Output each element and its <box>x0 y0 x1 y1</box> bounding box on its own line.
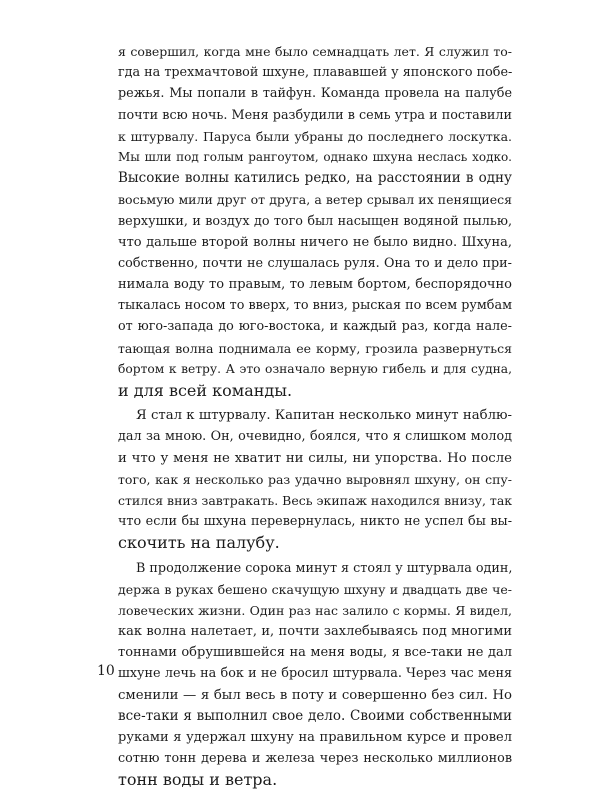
text-line: сменили — я был весь в поту и совершенно без сил. Но <box>118 687 512 703</box>
text-line: скочить на палубу. <box>118 533 280 553</box>
text-line: бортом к ветру. А это означало верную гибель и для судна, <box>118 361 512 376</box>
text-line: к штурвалу. Паруса были убраны до последнего лоскутка. <box>118 128 512 144</box>
text-line: что дальше второй волны ничего не было видно. Шхуна, <box>118 234 512 250</box>
page-number: 10 <box>97 663 115 679</box>
text-line: почти всю ночь. Меня разбудили в семь утра и поставили <box>118 107 512 123</box>
text-line: шхуне лечь на бок и не бросил штурвала. Через час меня <box>118 666 512 682</box>
text-line: что если бы шхуна перевернулась, никто не успел бы вы- <box>118 514 512 530</box>
text-line: держа в руках бешено скачущую шхуну и двадцать две че- <box>118 581 512 597</box>
text-line: от юго-запада до юго-востока, и каждый раз, когда нале- <box>118 319 512 335</box>
text-line: и что у меня не хватит ни силы, ни упорства. Но после <box>118 450 512 466</box>
text-line: все-таки я выполнил свое дело. Своими собственными <box>118 707 512 724</box>
text-line: тоннами обрушившейся на меня воды, я все-таки не дал <box>118 645 512 661</box>
text-line: Высокие волны катились редко, на расстоянии в одну <box>118 170 512 187</box>
text-line: тыкалась носом то вверх, то вниз, рыская по всем румбам <box>118 298 512 314</box>
text-line: сотню тонн дерева и железа через несколько миллионов <box>118 751 512 767</box>
text-line: я совершил, когда мне было семнадцать лет. Я служил то- <box>118 44 512 59</box>
text-line: верхушки, и воздух до того был насыщен водяной пылью, <box>118 213 512 229</box>
text-line: тонн воды и ветра. <box>118 770 278 790</box>
text-line: руками я удержал шхуну на правильном курсе и провел <box>118 730 512 745</box>
text-line: Мы шли под голым рангоутом, однако шхуна неслась ходко. <box>118 149 512 164</box>
text-line: тающая волна поднимала ее корму, грозила развернуться <box>118 340 512 356</box>
text-line: Я стал к штурвалу. Капитан несколько минут наблю- <box>136 408 512 424</box>
text-line: собственно, почти не слушалась руля. Она то и дело при- <box>118 255 512 271</box>
text-line: В продолжение сорока минут я стоял у штурвала один, <box>136 560 513 576</box>
text-line: дал за мною. Он, очевидно, боялся, что я слишком молод <box>118 429 512 445</box>
text-line: ловеческих жизни. Один раз нас залило с кормы. Я видел, <box>118 602 512 618</box>
text-line: как волна налетает, и, почти захлебываясь под многими <box>118 624 512 640</box>
text-line: того, как я несколько раз удачно выровнял шхуну, он спу- <box>118 471 512 487</box>
body-text <box>118 41 512 791</box>
text-line: режья. Мы попали в тайфун. Команда провела на палубе <box>118 86 512 102</box>
text-line: стился вниз завтракать. Весь экипаж находился внизу, так <box>118 492 513 508</box>
text-line: и для всей команды. <box>118 381 293 400</box>
text-line: восьмую мили друг от друга, а ветер срывал их пенящиеся <box>118 192 512 208</box>
text-line: нимала воду то правым, то левым бортом, беспорядочно <box>118 277 512 293</box>
text-line: гда на трехмачтовой шхуне, плававшей у японского побе- <box>118 65 513 81</box>
